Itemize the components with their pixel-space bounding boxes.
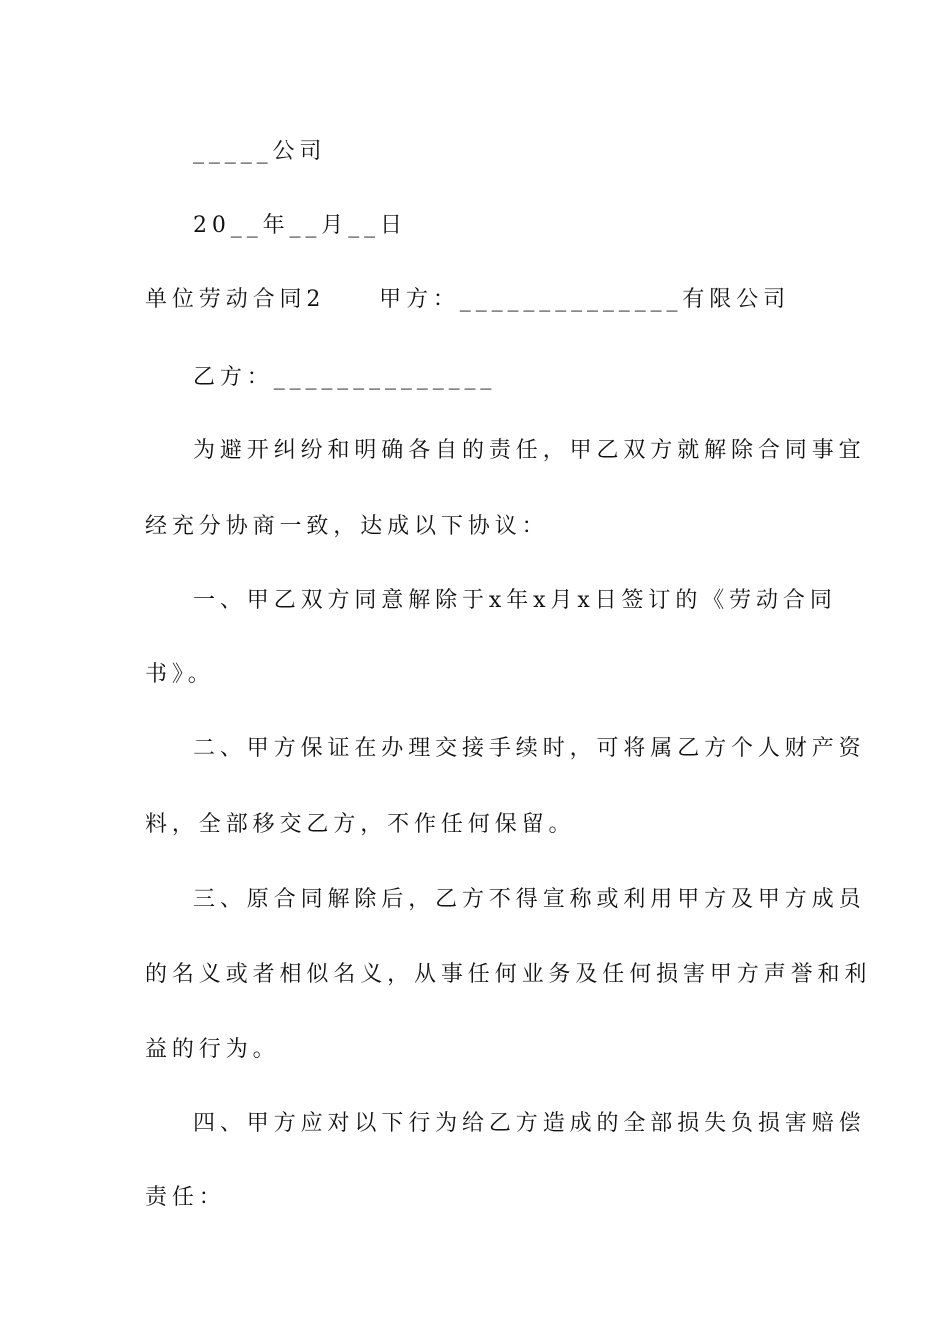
clause-1-line-2: 书》。: [145, 662, 215, 687]
clause-3-line-3: 益的行为。: [145, 1037, 280, 1062]
party-b-line: 乙方：______________: [193, 365, 497, 390]
clause-3-line-1: 三、原合同解除后，乙方不得宣称或利用甲方及甲方成员: [193, 887, 866, 912]
contract-heading-line: 单位劳动合同2 甲方：______________有限公司: [145, 287, 790, 312]
clause-2-line-1: 二、甲方保证在办理交接手续时，可将属乙方个人财产资: [193, 736, 866, 761]
clause-2-line-2: 料，全部移交乙方，不作任何保留。: [145, 812, 576, 837]
clause-1-line-1: 一、甲乙双方同意解除于x年x月x日签订的《劳动合同: [193, 588, 837, 613]
signature-date: 20__年__月__日: [193, 213, 407, 238]
signature-company: _____公司: [193, 139, 327, 164]
clause-4-line-2: 责任：: [145, 1185, 226, 1210]
intro-paragraph-line-2: 经充分协商一致，达成以下协议：: [145, 514, 549, 539]
clause-4-line-1: 四、甲方应对以下行为给乙方造成的全部损失负损害赔偿: [193, 1111, 866, 1136]
clause-3-line-2: 的名义或者相似名义，从事任何业务及任何损害甲方声誉和利: [145, 962, 872, 987]
intro-paragraph-line-1: 为避开纠纷和明确各自的责任，甲乙双方就解除合同事宜: [193, 438, 866, 463]
